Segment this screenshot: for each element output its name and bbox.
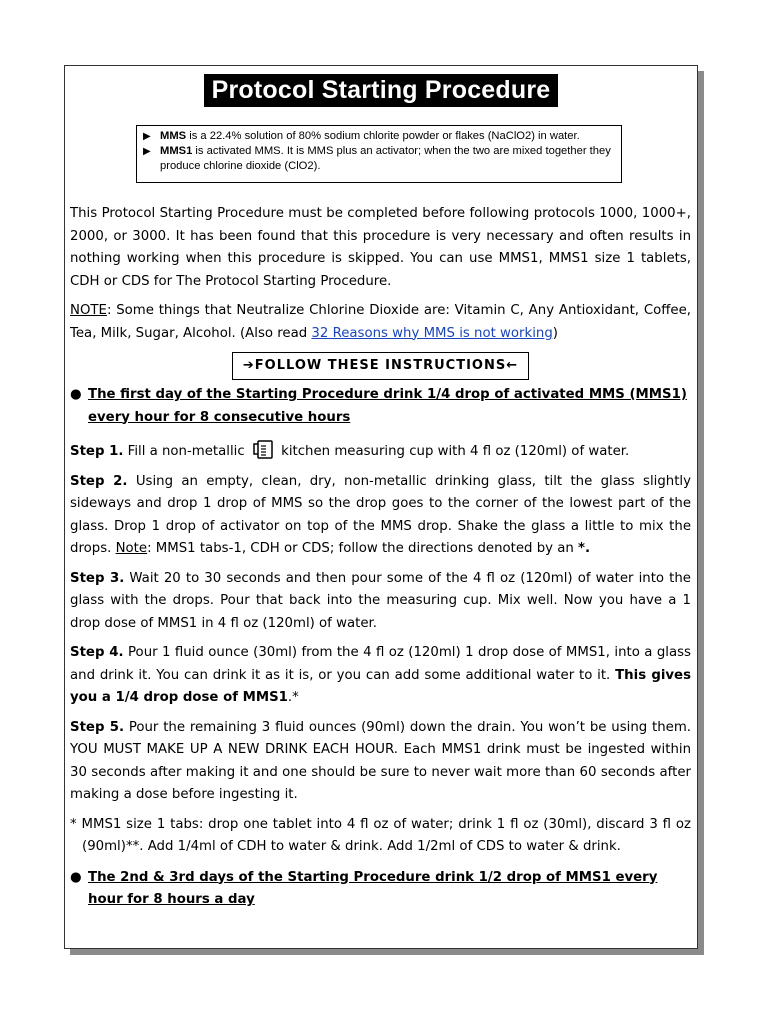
note-close: ) (552, 325, 558, 341)
step-label: Step 1. (70, 444, 124, 459)
document-page (64, 65, 698, 949)
follow-instructions-wrap (70, 352, 691, 380)
step-3 (70, 568, 691, 636)
definition-term: MMS (160, 130, 187, 142)
follow-instructions-banner: ➔FOLLOW THESE INSTRUCTIONS← (232, 352, 529, 380)
step-label: Step 5. (70, 719, 124, 735)
measuring-cup-icon (252, 439, 274, 459)
step-4-bold: This gives you a 1/4 drop dose of MMS1 (70, 667, 691, 705)
step-label: Step 4. (70, 645, 124, 660)
bullet-icon: ● (70, 869, 82, 885)
triangle-bullet-icon: ▶ (143, 131, 151, 142)
step-5 (70, 717, 691, 807)
page-title: Protocol Starting Procedure (204, 74, 559, 107)
definition-text: is activated MMS. It is MMS plus an activator; when the two are mixed together they produce chlorine dioxide (ClO2). (160, 145, 611, 172)
note-text: : Some things that Neutralize Chlorine Dioxide are: Vitamin C, Any Antioxidant, Coffee, Tea, Milk, Sugar, Alcohol. (Also read (70, 303, 691, 341)
second-days-bullet (70, 867, 691, 912)
step-1 (70, 439, 691, 464)
step-text: Wait 20 to 30 seconds and then pour some of the 4 fl oz (120ml) of water into the glass with the drops. Pour that back into the measuring cup. Mix well. Now you have a 1 drop dose of MMS1 in 4 fl oz (120ml) of water. (70, 570, 691, 631)
bullet-icon: ● (70, 387, 82, 402)
definition-term: MMS1 (160, 145, 193, 157)
step-text: Using an empty, clean, dry, non-metallic drinking glass, tilt the glass slightly sideways and drop 1 drop of MMS so the drop goes to the corner of the lowest part of the glass. Drop 1 drop of activator on top of the MMS drop. Shake the glass a little to mix the drops. (70, 473, 692, 556)
step-label: Step 2. (70, 473, 128, 489)
step-label: Step 3. (70, 570, 125, 586)
note-paragraph (70, 300, 691, 345)
first-day-bullet (70, 384, 691, 429)
main-content (70, 203, 691, 920)
intro-paragraph: This Protocol Starting Procedure must be completed before following protocols 1000, 1000+, 2000, or 3000. It has been found that this procedure is very necessary and often results in nothing working when this procedure is skipped. You can use MMS1, MMS1 size 1 tablets, CDH or CDS for The Protocol Starting Procedure. (70, 206, 691, 289)
note-label: NOTE (70, 303, 107, 318)
title-wrap (65, 74, 697, 107)
step-text: .* (287, 690, 299, 705)
step-2-note-label: Note (115, 541, 148, 556)
step-2 (70, 471, 691, 561)
definitions-box (136, 125, 622, 183)
step-4 (70, 642, 691, 710)
step-text: Fill a non-metallic (123, 444, 249, 459)
step-text: Pour 1 fluid ounce (30ml) from the 4 fl oz (120ml) 1 drop dose of MMS1, into a glass and drink it. You can drink it as it is, or you can add some additional water to it. (70, 645, 691, 683)
first-day-text: The first day of the Starting Procedure drink 1/4 drop of activated MMS (MMS1) every hour for 8 consecutive hours (88, 387, 687, 425)
footnote: * MMS1 size 1 tabs: drop one tablet into 4 fl oz of water; drink 1 fl oz (30ml), discard 3 fl oz (90ml)**. Add 1/4ml of CDH to water & drink. Add 1/2ml of CDS to water & drink. (70, 816, 691, 854)
definition-mms1 (143, 144, 615, 174)
second-days-text: The 2nd & 3rd days of the Starting Procedure drink 1/2 drop of MMS1 every hour for 8 hours a day (88, 869, 658, 907)
step-text: kitchen measuring cup with 4 fl oz (120ml) of water. (276, 444, 630, 459)
definition-text: is a 22.4% solution of 80% sodium chlorite powder or flakes (NaClO2) in water. (186, 130, 580, 142)
asterisk-marker: *. (578, 541, 591, 556)
definition-mms (143, 129, 615, 144)
step-text: Pour the remaining 3 fluid ounces (90ml) down the drain. You won’t be using them. YOU MUST MAKE UP A NEW DRINK EACH HOUR. Each MMS1 drink must be ingested within 30 seconds after making it and one should be sure to never wait more than 60 seconds after making a dose before ingesting it. (70, 719, 692, 802)
triangle-bullet-icon: ▶ (143, 146, 151, 157)
step-text: : MMS1 tabs-1, CDH or CDS; follow the directions denoted by an (147, 541, 579, 556)
reasons-link[interactable]: 32 Reasons why MMS is not working (311, 325, 553, 341)
